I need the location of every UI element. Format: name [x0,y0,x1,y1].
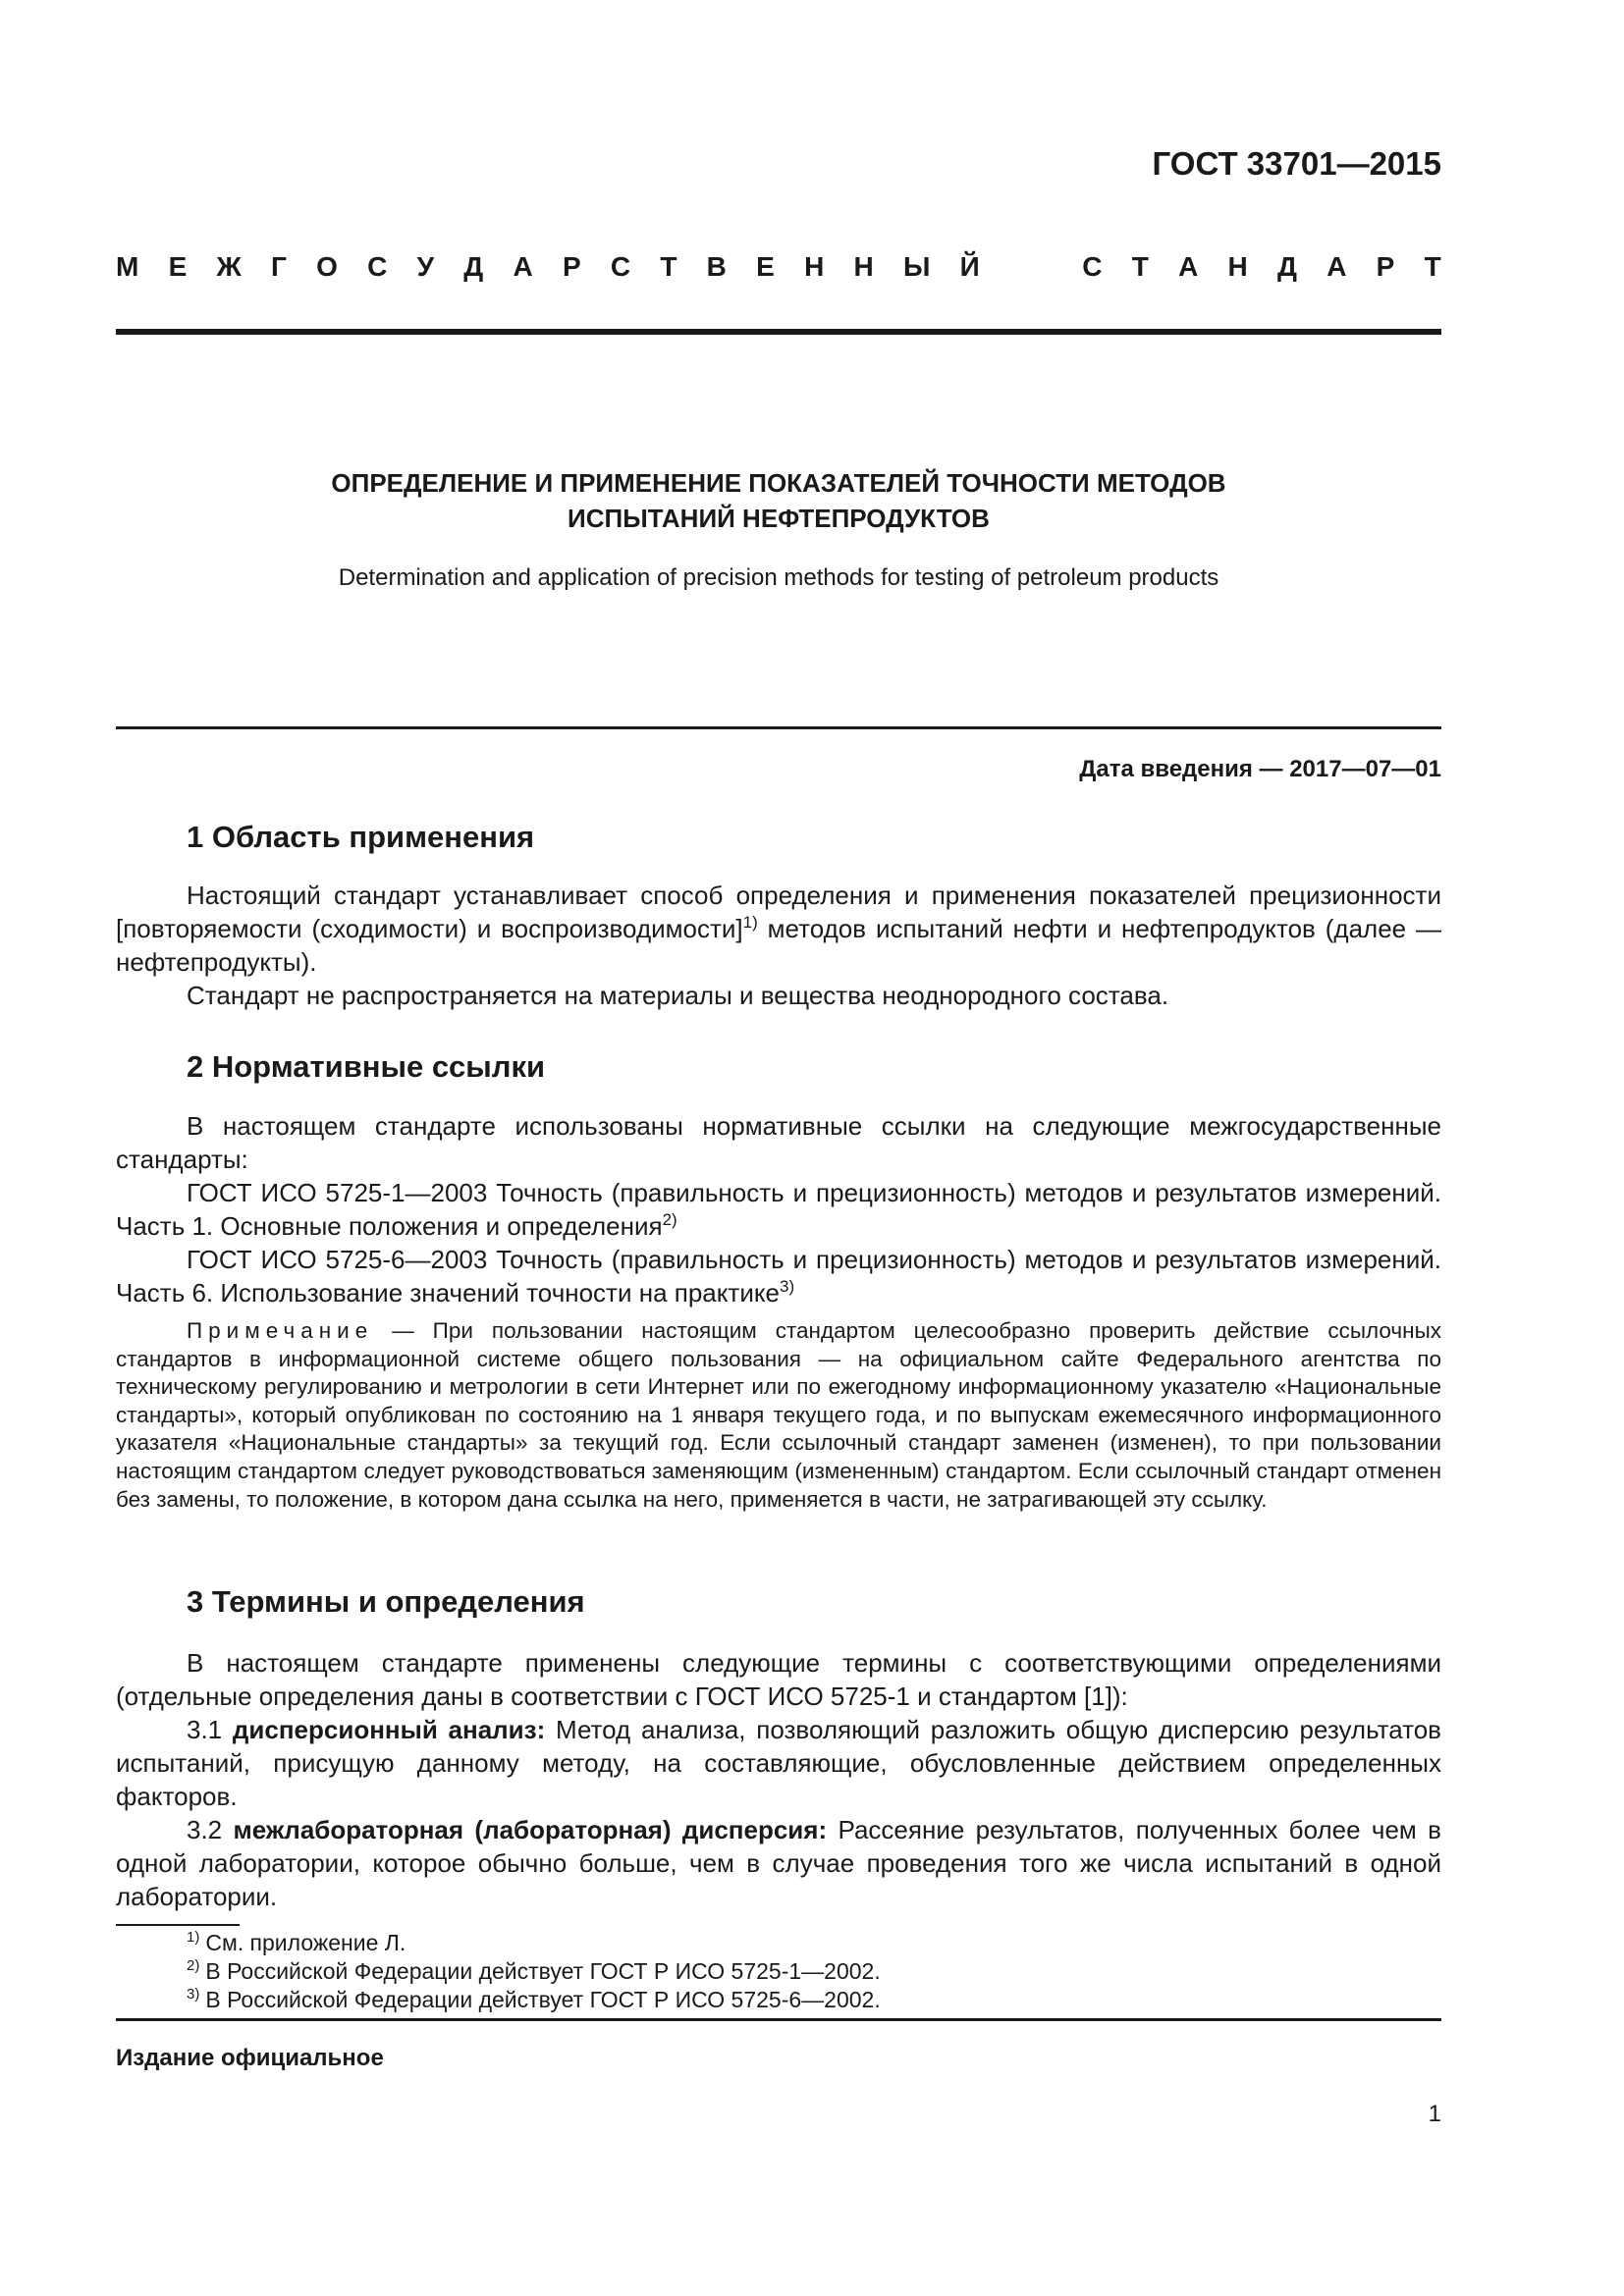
footnote-ref-1: 1) [742,913,758,932]
interstate-letter: В [706,251,727,282]
term-3-1 [116,1713,1441,1813]
term-3-2 [116,1813,1441,1913]
note-text: — При пользовании настоящим стандартом целесообразно проверить действие ссылочных стандартов в информационной системе общего пользования — на официальном сайте Федерального агентства по техническому регулированию и метрологии в сети Интернет или по ежегодному информационному указателю «Национальные стандарты», который опубликован по состоянию на 1 января текущего года, и по выпускам ежемесячного информационного указателя «Национальные стандарты» за текущий год. Если ссылочный стандарт заменен (изменен), то при пользовании настоящим стандартом следует руководствоваться заменяющим (измененным) стандартом. Если ссылочный стандарт отменен без замены, то положение, в котором дана ссылка на него, применяется в части, не затрагивающей эту ссылку. [116,1318,1441,1512]
title-rule [116,726,1441,729]
footnote-3 [187,1987,881,2013]
section-2-paragraph-1: В настоящем стандарте использованы нормативные ссылки на следующие межгосударственные стандарты: [116,1111,1441,1174]
interstate-letter: Е [756,251,775,282]
term-3-2-number: 3.2 [187,1815,234,1844]
footnote-2-text: В Российской Федерации действует ГОСТ Р ИСО 5725-1—2002. [205,1958,881,1984]
term-3-1-definition: Метод анализа, позволяющий разложить общую дисперсию результатов испытаний, присущую данному методу, на составляющие, обусловленные действием определенных факторов. [116,1715,1441,1811]
interstate-standard-heading [116,251,1441,283]
standard-letter: Р [1376,251,1395,282]
reference-2-text: ГОСТ ИСО 5725-6—2003 Точность (правильность и прецизионность) методов и результатов измерений. Часть 6. Использование значений точности на практике [116,1245,1441,1308]
reference-1-text: ГОСТ ИСО 5725-1—2003 Точность (правильность и прецизионность) методов и результатов измерений. Часть 1. Основные положения и определения [116,1178,1441,1241]
footnote-1 [187,1930,406,1956]
footnote-3-text: В Российской Федерации действует ГОСТ Р ИСО 5725-6—2002. [205,1987,881,2012]
standard-letter: А [1178,251,1199,282]
word-gap [1009,251,1053,283]
interstate-letter: Т [660,251,677,282]
footnote-1-mark: 1) [187,1929,200,1946]
interstate-letter: Г [271,251,287,282]
footer-rule [116,2018,1441,2021]
interstate-letter: А [513,251,533,282]
page-number: 1 [1428,2101,1441,2127]
standard-letter: Т [1131,251,1149,282]
interstate-letter: Й [959,251,980,282]
footnote-ref-3: 3) [779,1277,795,1296]
interstate-letter: Д [463,251,484,282]
footnote-separator [116,1924,240,1926]
term-3-2-name: межлабораторная (лабораторная) дисперсия: [233,1815,828,1844]
interstate-letter: Р [562,251,581,282]
section-3-heading: 3 Термины и определения [187,1584,585,1619]
interstate-letter: С [610,251,631,282]
section-1-paragraph-2: Стандарт не распространяется на материалы и вещества неоднородного состава. [187,981,1169,1010]
standard-letter: Н [1227,251,1248,282]
term-3-1-name: дисперсионный анализ: [232,1715,546,1744]
interstate-letter: Е [168,251,188,282]
interstate-letter: О [316,251,338,282]
section-2-heading: 2 Нормативные ссылки [187,1049,546,1084]
standard-letter: А [1326,251,1347,282]
footnote-ref-2: 2) [662,1210,677,1229]
interstate-letter: Н [853,251,874,282]
reference-gost-iso-5725-1 [116,1176,1441,1243]
introduction-date: Дата введения — 2017—07—01 [1079,756,1441,782]
interstate-letter: М [116,251,139,282]
standard-letter: Т [1424,251,1441,282]
section-1-heading: 1 Область применения [187,820,535,854]
footnote-1-text: См. приложение Л. [205,1930,406,1955]
interstate-letter: У [416,251,435,282]
title-russian [116,465,1441,536]
term-3-1-number: 3.1 [187,1715,233,1744]
header-rule [116,329,1441,335]
reference-gost-iso-5725-6 [116,1243,1441,1309]
section-1-text-b: методов испытаний нефти и нефтепродуктов (далее — нефтепродукты). [116,914,1442,977]
term-3-2-definition: Рассеяние результатов, полученных более чем в одной лаборатории, которое обычно больше, чем в случае проведения того же числа испытаний в одной лаборатории. [116,1815,1441,1911]
interstate-letter: Ы [903,251,931,282]
interstate-letter: С [367,251,388,282]
title-english: Determination and application of precision methods for testing of petroleum products [338,564,1219,591]
section-1-paragraph-1 [116,879,1441,979]
note-label: Примечание [187,1318,374,1343]
footnote-2-mark: 2) [187,1957,200,1974]
section-3-paragraph-1: В настоящем стандарте применены следующие термины с соответствующими определениями (отдельные определения даны в соответствии с ГОСТ ИСО 5725-1 и стандартом [1]): [116,1648,1441,1711]
section-1-text-a: Настоящий стандарт устанавливает способ определения и применения показателей прецизионности [повторяемости (сходимости) и воспроизводимости] [116,881,1441,943]
title-russian-line-1: ОПРЕДЕЛЕНИЕ И ПРИМЕНЕНИЕ ПОКАЗАТЕЛЕЙ ТОЧНОСТИ МЕТОДОВ [331,468,1226,498]
official-edition-label: Издание официальное [116,2045,384,2071]
title-russian-line-2: ИСПЫТАНИЙ НЕФТЕПРОДУКТОВ [568,504,990,533]
standard-letter: Д [1277,251,1297,282]
interstate-letter: Н [804,251,825,282]
footnote-2 [187,1958,881,1985]
standard-letter: С [1082,251,1103,282]
section-2-note [116,1317,1441,1514]
interstate-letter: Ж [216,251,242,282]
gost-number: ГОСТ 33701—2015 [1152,145,1441,182]
footnote-3-mark: 3) [187,1986,200,2002]
